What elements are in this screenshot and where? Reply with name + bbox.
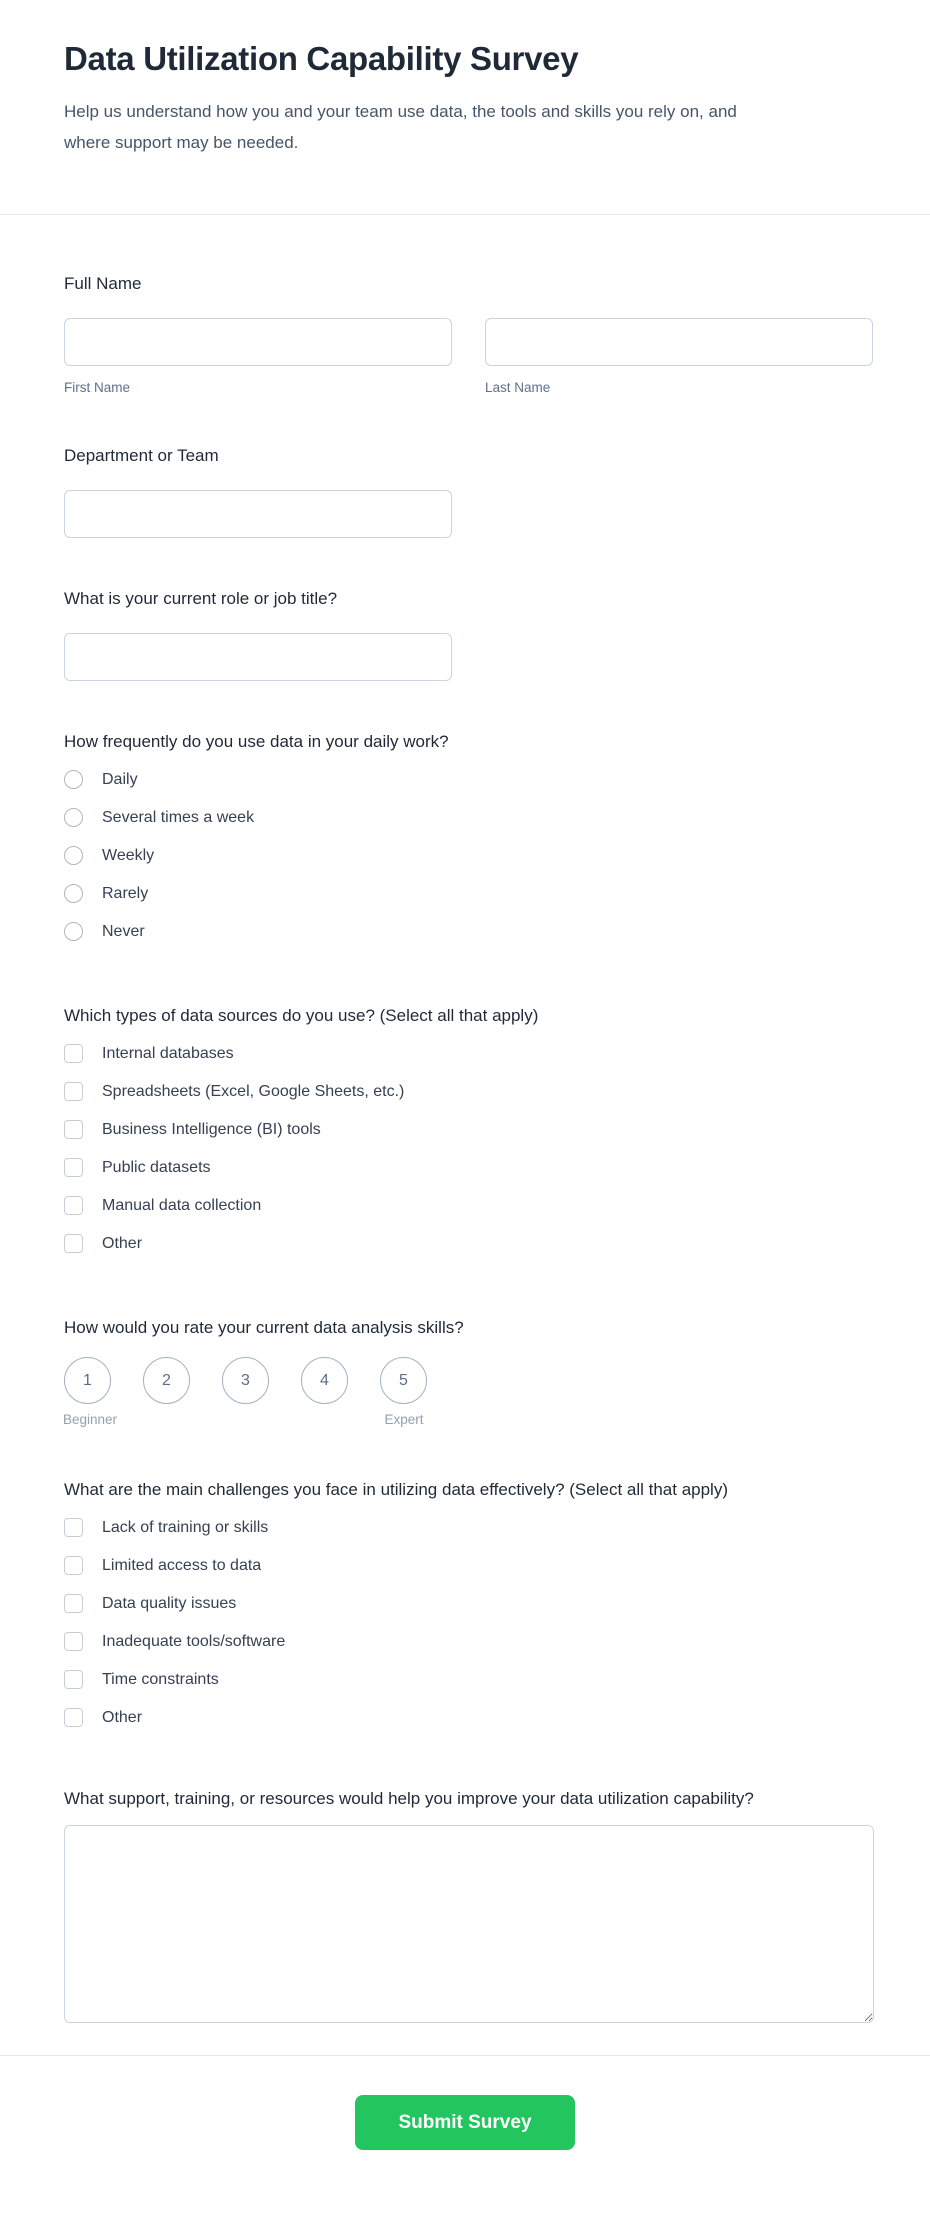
role-input[interactable] bbox=[64, 633, 452, 681]
checkbox-icon[interactable] bbox=[64, 1594, 83, 1613]
checkbox-icon[interactable] bbox=[64, 1670, 83, 1689]
radio-icon[interactable] bbox=[64, 884, 83, 903]
checkbox-icon[interactable] bbox=[64, 1158, 83, 1177]
submit-survey-button[interactable]: Submit Survey bbox=[355, 2095, 575, 2150]
option-label: Weekly bbox=[102, 847, 155, 864]
rating-2[interactable]: 2 bbox=[143, 1357, 190, 1404]
option-label: Daily bbox=[102, 771, 138, 788]
frequency-option-weekly[interactable] bbox=[64, 846, 874, 865]
radio-icon[interactable] bbox=[64, 770, 83, 789]
section-skills-rating bbox=[64, 1315, 874, 1429]
checkbox-icon[interactable] bbox=[64, 1632, 83, 1651]
radio-icon[interactable] bbox=[64, 922, 83, 941]
option-label: Data quality issues bbox=[102, 1595, 237, 1612]
challenges-label: What are the main challenges you face in utilizing data effectively? (Select all that apply) bbox=[64, 1480, 728, 1499]
checkbox-icon[interactable] bbox=[64, 1120, 83, 1139]
checkbox-icon[interactable] bbox=[64, 1234, 83, 1253]
first-name-input[interactable] bbox=[64, 318, 452, 366]
option-label: Time constraints bbox=[102, 1671, 219, 1688]
source-option-spreadsheets[interactable] bbox=[64, 1082, 874, 1101]
frequency-option-several-times[interactable] bbox=[64, 808, 874, 827]
first-name-helper: First Name bbox=[64, 380, 131, 395]
source-option-other[interactable] bbox=[64, 1234, 874, 1253]
section-full-name bbox=[64, 271, 874, 395]
option-label: Internal databases bbox=[102, 1045, 234, 1062]
option-label: Never bbox=[102, 923, 145, 940]
checkbox-icon[interactable] bbox=[64, 1556, 83, 1575]
option-label: Other bbox=[102, 1235, 143, 1252]
challenge-option-other[interactable] bbox=[64, 1708, 874, 1727]
rating-4[interactable]: 4 bbox=[301, 1357, 348, 1404]
source-option-public-datasets[interactable] bbox=[64, 1158, 874, 1177]
section-frequency bbox=[64, 729, 874, 941]
frequency-option-rarely[interactable] bbox=[64, 884, 874, 903]
option-label: Other bbox=[102, 1709, 143, 1726]
challenge-option-data-quality[interactable] bbox=[64, 1594, 874, 1613]
rating-scale bbox=[64, 1357, 874, 1404]
support-textarea[interactable] bbox=[64, 1825, 874, 2023]
option-label: Public datasets bbox=[102, 1159, 211, 1176]
form-footer bbox=[0, 2056, 930, 2203]
checkbox-icon[interactable] bbox=[64, 1044, 83, 1063]
rating-max-label: Expert bbox=[384, 1412, 424, 1427]
challenges-options bbox=[64, 1518, 874, 1727]
option-label: Inadequate tools/software bbox=[102, 1633, 286, 1650]
checkbox-icon[interactable] bbox=[64, 1082, 83, 1101]
option-label: Several times a week bbox=[102, 809, 255, 826]
option-label: Business Intelligence (BI) tools bbox=[102, 1121, 321, 1138]
rating-scale-labels bbox=[64, 1412, 874, 1429]
option-label: Limited access to data bbox=[102, 1557, 262, 1574]
frequency-option-never[interactable] bbox=[64, 922, 874, 941]
frequency-option-daily[interactable] bbox=[64, 770, 874, 789]
section-department bbox=[64, 443, 874, 538]
department-input[interactable] bbox=[64, 490, 452, 538]
role-label: What is your current role or job title? bbox=[64, 589, 338, 608]
challenge-option-time-constraints[interactable] bbox=[64, 1670, 874, 1689]
challenge-option-inadequate-tools[interactable] bbox=[64, 1632, 874, 1651]
page-subtitle: Help us understand how you and your team use data, the tools and skills you rely on, and where support may be needed. bbox=[64, 102, 737, 152]
skills-rating-label: How would you rate your current data analysis skills? bbox=[64, 1318, 464, 1337]
section-data-sources bbox=[64, 1003, 874, 1253]
name-fields-row bbox=[64, 318, 874, 395]
page-title: Data Utilization Capability Survey bbox=[64, 40, 579, 77]
department-label: Department or Team bbox=[64, 446, 219, 465]
section-support bbox=[64, 1786, 874, 2023]
option-label: Manual data collection bbox=[102, 1197, 262, 1214]
rating-5[interactable]: 5 bbox=[380, 1357, 427, 1404]
last-name-helper: Last Name bbox=[485, 380, 551, 395]
source-option-manual-collection[interactable] bbox=[64, 1196, 874, 1215]
option-label: Rarely bbox=[102, 885, 149, 902]
source-option-internal-databases[interactable] bbox=[64, 1044, 874, 1063]
last-name-input[interactable] bbox=[485, 318, 873, 366]
rating-1[interactable]: 1 bbox=[64, 1357, 111, 1404]
challenge-option-limited-access[interactable] bbox=[64, 1556, 874, 1575]
form-header bbox=[0, 0, 930, 214]
checkbox-icon[interactable] bbox=[64, 1518, 83, 1537]
data-sources-options bbox=[64, 1044, 874, 1253]
checkbox-icon[interactable] bbox=[64, 1196, 83, 1215]
source-option-bi-tools[interactable] bbox=[64, 1120, 874, 1139]
rating-min-label: Beginner bbox=[62, 1412, 118, 1427]
section-role bbox=[64, 586, 874, 681]
challenge-option-lack-of-training[interactable] bbox=[64, 1518, 874, 1537]
radio-icon[interactable] bbox=[64, 846, 83, 865]
rating-3[interactable]: 3 bbox=[222, 1357, 269, 1404]
frequency-options bbox=[64, 770, 874, 941]
last-name-field bbox=[485, 318, 873, 395]
support-label: What support, training, or resources would help you improve your data utilization capability? bbox=[64, 1789, 754, 1808]
option-label: Lack of training or skills bbox=[102, 1519, 269, 1536]
option-label: Spreadsheets (Excel, Google Sheets, etc.) bbox=[102, 1083, 405, 1100]
first-name-field bbox=[64, 318, 452, 395]
data-sources-label: Which types of data sources do you use? (Select all that apply) bbox=[64, 1006, 539, 1025]
radio-icon[interactable] bbox=[64, 808, 83, 827]
survey-form bbox=[0, 271, 930, 2023]
section-challenges bbox=[64, 1477, 874, 1727]
checkbox-icon[interactable] bbox=[64, 1708, 83, 1727]
frequency-label: How frequently do you use data in your daily work? bbox=[64, 732, 449, 751]
full-name-label: Full Name bbox=[64, 274, 142, 293]
header-divider bbox=[0, 214, 930, 215]
